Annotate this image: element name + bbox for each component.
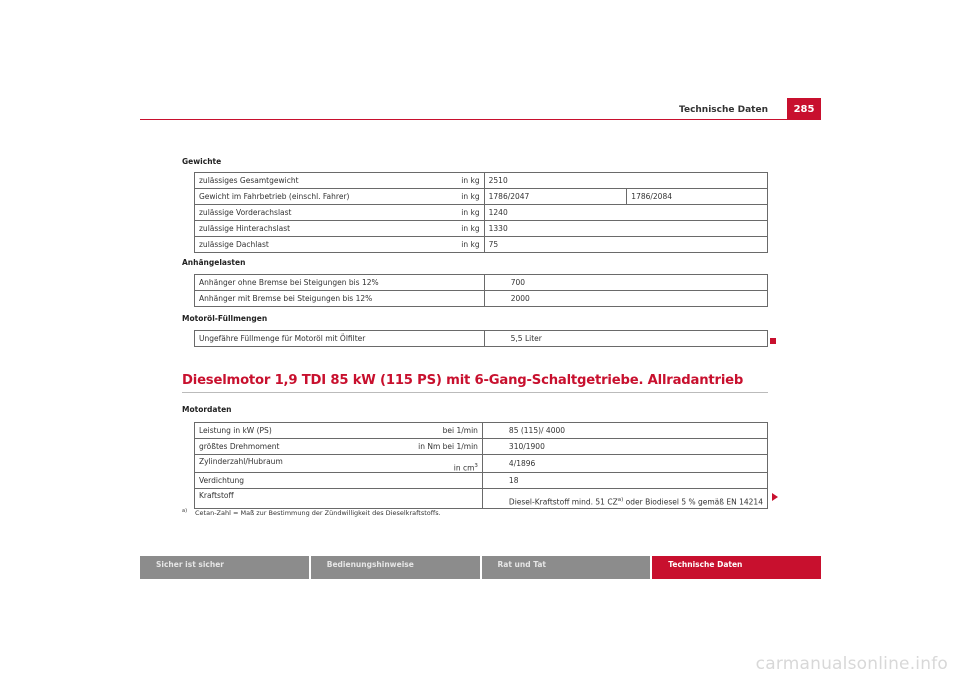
row-label: Ungefähre Füllmenge für Motoröl mit Ölfilter: [195, 331, 485, 347]
section-title-rule: [182, 392, 768, 393]
unit-text: in cm: [453, 463, 475, 472]
section-heading-gewichte: Gewichte: [182, 157, 222, 166]
fuel-text: Diesel-Kraftstoff mind. 51 CZ: [508, 497, 618, 506]
row-unit: bei 1/min: [344, 423, 483, 439]
row-label: größtes Drehmoment: [195, 439, 344, 455]
watermark: carmanualsonline.info: [755, 654, 948, 674]
row-label: Leistung in kW (PS): [195, 423, 344, 439]
row-value: [482, 489, 767, 509]
row-value: 2510: [484, 173, 767, 189]
row-label: Gewicht im Fahrbetrieb (einschl. Fahrer): [195, 189, 390, 205]
table-row: [195, 205, 768, 221]
footnote-ref: a): [617, 496, 624, 503]
row-unit: in kg: [389, 189, 484, 205]
anhaengelasten-table: [194, 274, 768, 307]
row-unit: in kg: [389, 205, 484, 221]
tab-rat-und-tat[interactable]: Rat und Tat: [482, 556, 651, 579]
unit-superscript: 3: [474, 462, 478, 469]
page-header-title: Technische Daten: [679, 105, 768, 115]
row-value: 75: [484, 237, 767, 253]
continue-arrow-icon: [772, 493, 778, 501]
gewichte-table: [194, 172, 768, 253]
section-title: Dieselmotor 1,9 TDI 85 kW (115 PS) mit 6-Gang-Schaltgetriebe. Allradantrieb: [182, 373, 744, 388]
row-value: 1240: [484, 205, 767, 221]
table-row: [195, 173, 768, 189]
table-row: [195, 221, 768, 237]
row-value: 85 (115)/ 4000: [482, 423, 767, 439]
motordaten-table: [194, 422, 768, 509]
row-label: zulässige Dachlast: [195, 237, 390, 253]
row-label: Verdichtung: [195, 473, 344, 489]
footnote-marker: a): [182, 508, 188, 514]
header-divider: [140, 119, 821, 120]
row-unit: in kg: [389, 237, 484, 253]
table-row: [195, 331, 768, 347]
table-row: [195, 237, 768, 253]
footnote-text: Cetan-Zahl = Maß zur Bestimmung der Zündwilligkeit des Dieselkraftstoffs.: [195, 509, 441, 518]
table-row: [195, 189, 768, 205]
motoroel-table: [194, 330, 768, 347]
tab-sicher-ist-sicher[interactable]: Sicher ist sicher: [140, 556, 309, 579]
table-row: [195, 423, 768, 439]
table-row: [195, 291, 768, 307]
row-label: zulässige Vorderachslast: [195, 205, 390, 221]
footnote: [182, 508, 441, 517]
row-label: Anhänger ohne Bremse bei Steigungen bis 12%: [195, 275, 485, 291]
row-value: 5,5 Liter: [484, 331, 767, 347]
section-heading-motoroel: Motoröl-Füllmengen: [182, 314, 268, 323]
tab-technische-daten[interactable]: Technische Daten: [652, 556, 821, 579]
row-unit: in Nm bei 1/min: [344, 439, 483, 455]
table-row: [195, 439, 768, 455]
row-label: Kraftstoff: [195, 489, 344, 509]
row-unit: [344, 473, 483, 489]
row-label: Anhänger mit Bremse bei Steigungen bis 12%: [195, 291, 485, 307]
row-value: 1786/2047: [484, 189, 627, 205]
row-value: 4/1896: [482, 455, 767, 473]
table-row: [195, 455, 768, 473]
row-value-2: 1786/2084: [627, 189, 768, 205]
row-unit: [344, 489, 483, 509]
fuel-text-alt: oder Biodiesel 5 % gemäß EN 14214: [623, 497, 763, 506]
bottom-tab-bar: [140, 556, 821, 579]
page-number: 285: [787, 98, 821, 120]
row-label: zulässiges Gesamtgewicht: [195, 173, 390, 189]
row-value: 1330: [484, 221, 767, 237]
row-value: 2000: [484, 291, 767, 307]
table-row: [195, 473, 768, 489]
row-label: Zylinderzahl/Hubraum: [195, 455, 344, 473]
row-unit: in kg: [389, 173, 484, 189]
table-row: [195, 489, 768, 509]
row-unit: in kg: [389, 221, 484, 237]
row-value: 700: [484, 275, 767, 291]
row-label: zulässige Hinterachslast: [195, 221, 390, 237]
row-value: 18: [482, 473, 767, 489]
section-heading-anhaengelasten: Anhängelasten: [182, 258, 246, 267]
section-end-marker: [770, 338, 776, 344]
row-value: 310/1900: [482, 439, 767, 455]
section-heading-motordaten: Motordaten: [182, 405, 232, 414]
tab-bedienungshinweise[interactable]: Bedienungshinweise: [311, 556, 480, 579]
table-row: [195, 275, 768, 291]
row-unit: [344, 455, 483, 473]
